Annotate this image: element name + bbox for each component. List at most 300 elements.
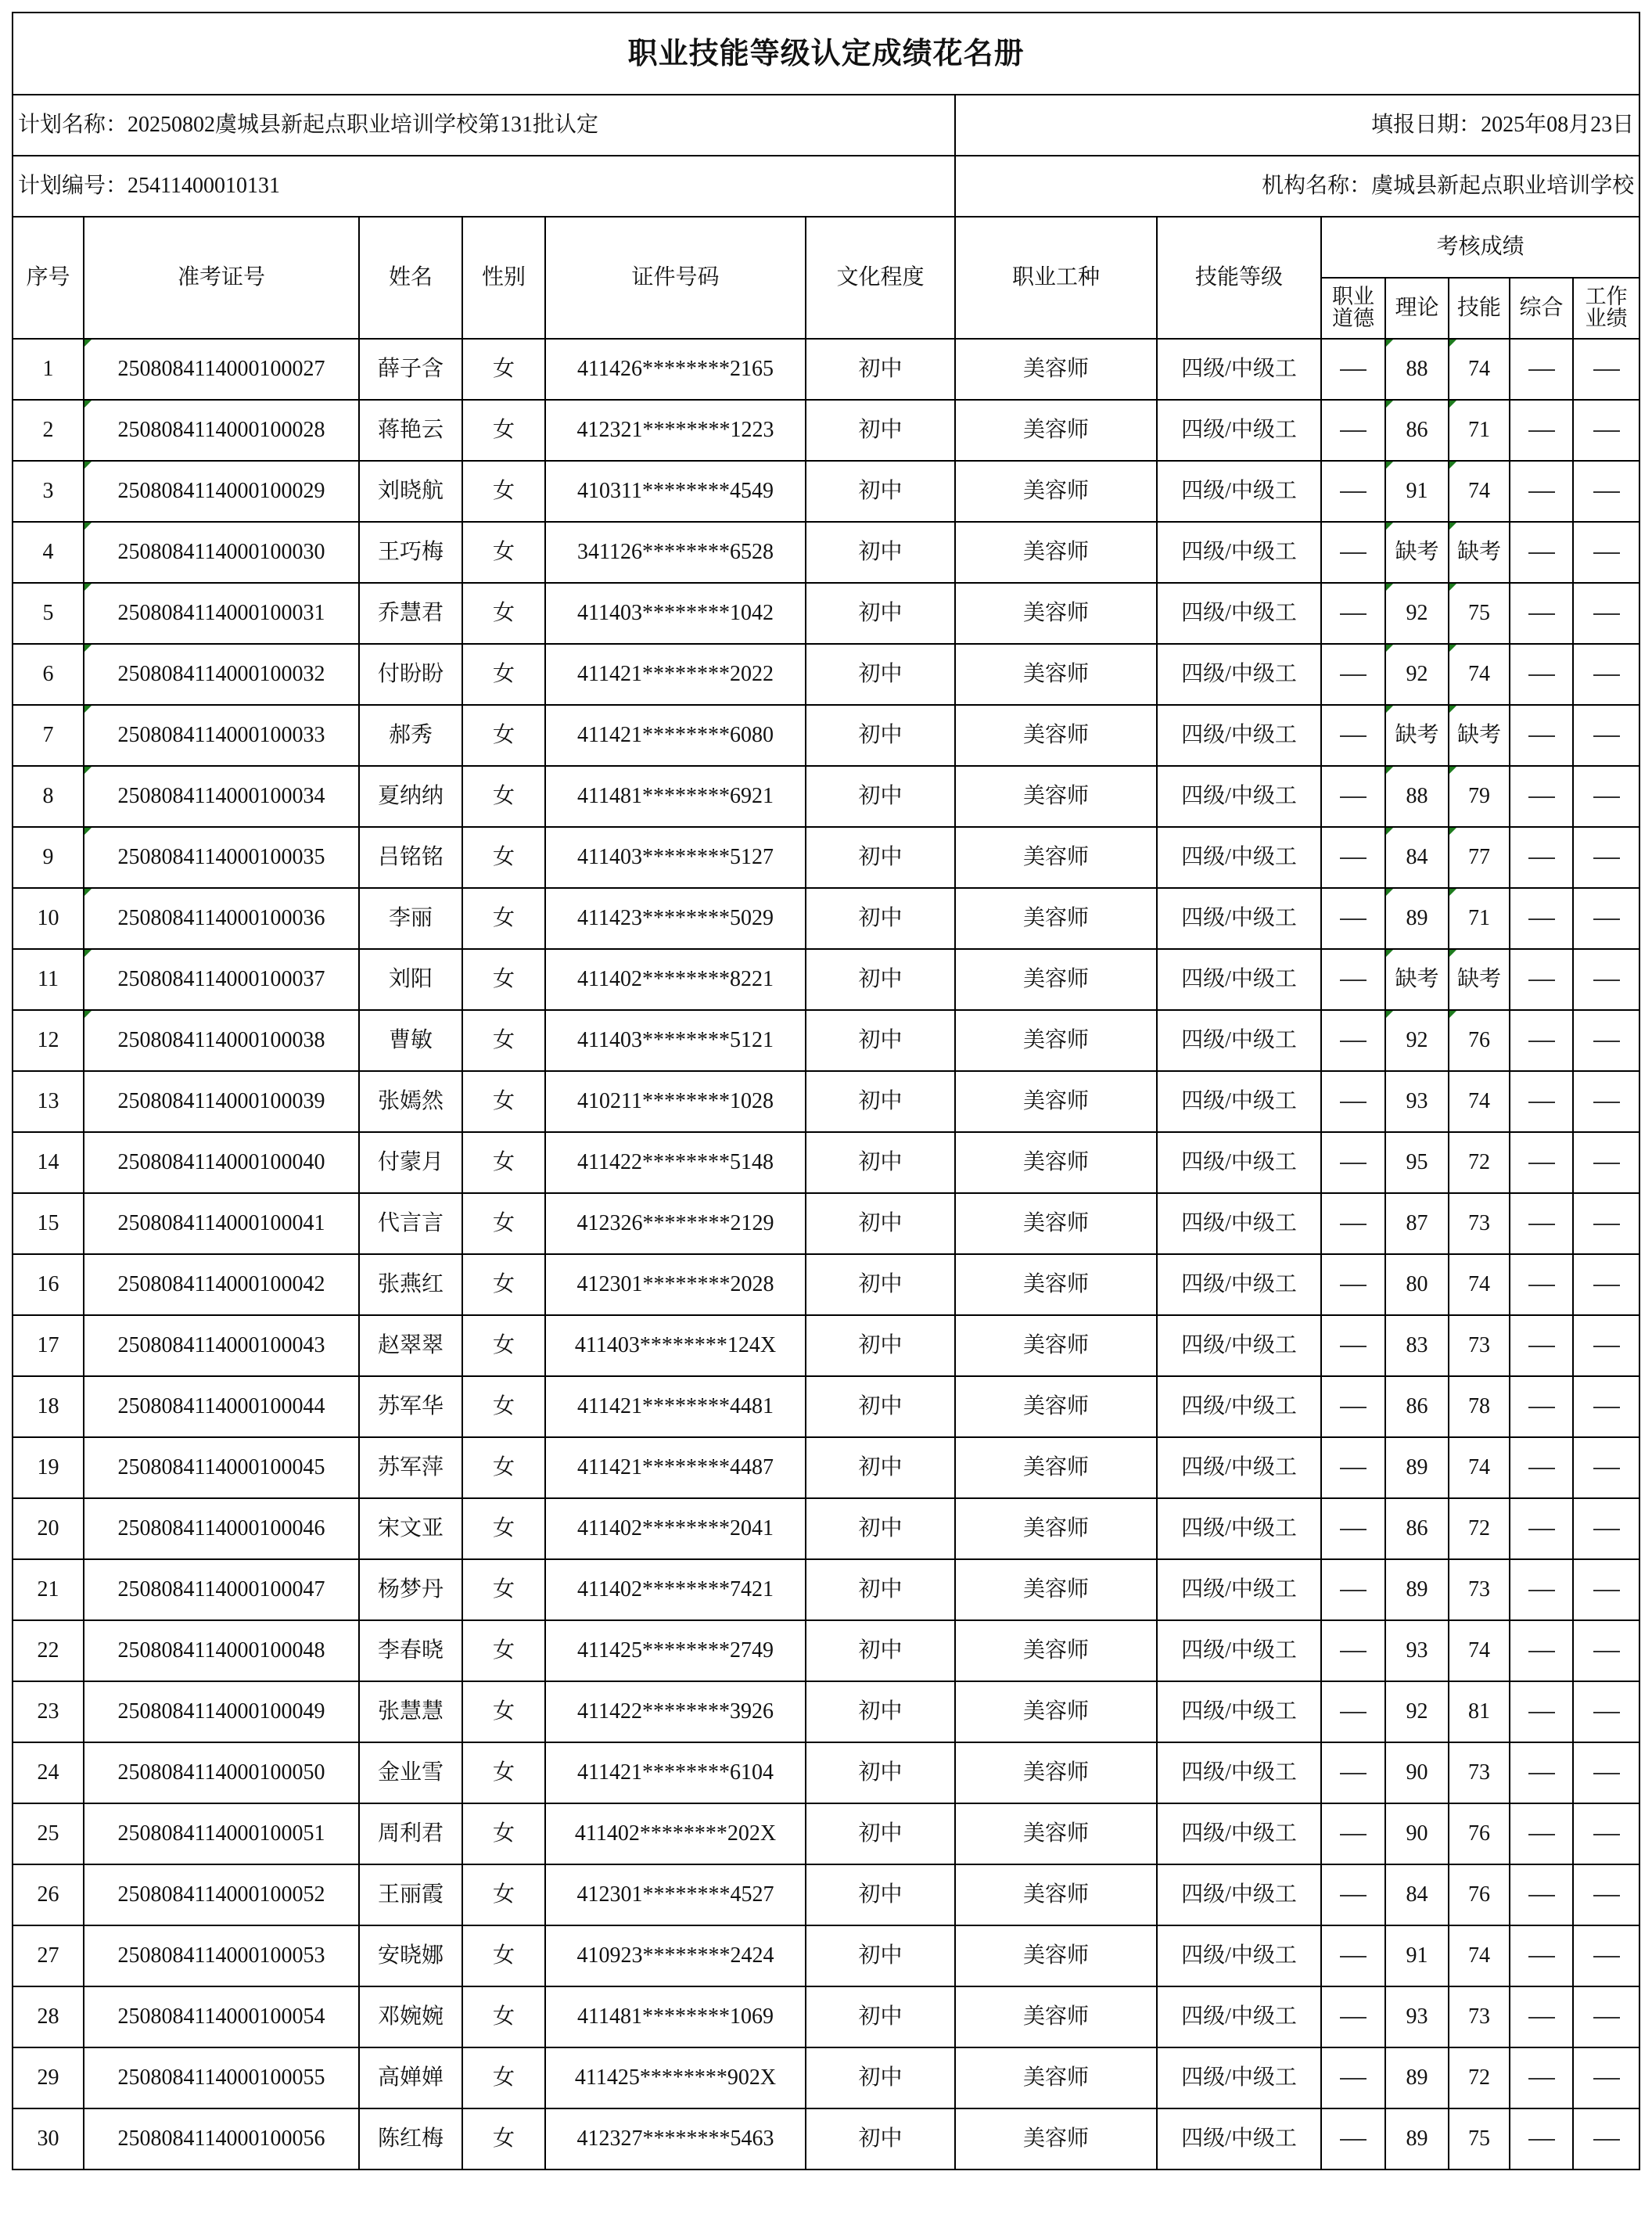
cell-gender: 女	[462, 1254, 545, 1315]
cell-education: 初中	[806, 1620, 955, 1681]
table-row	[13, 644, 1639, 705]
cell-education: 初中	[806, 1803, 955, 1864]
cell-education: 初中	[806, 522, 955, 583]
header-seq: 序号	[13, 217, 84, 339]
cell-name: 金业雪	[359, 1742, 462, 1803]
cell-overall	[1510, 1742, 1573, 1803]
dash-placeholder	[1528, 857, 1555, 859]
table-row	[13, 1498, 1639, 1559]
cell-seq: 11	[13, 949, 84, 1010]
cell-occupation: 美容师	[955, 1925, 1157, 1986]
cell-skill-level: 四级/中级工	[1157, 949, 1321, 1010]
cell-education: 初中	[806, 705, 955, 766]
cell-skill: 74	[1449, 1925, 1510, 1986]
dash-placeholder	[1340, 918, 1366, 920]
cell-name: 蒋艳云	[359, 400, 462, 461]
cell-work	[1573, 1864, 1639, 1925]
cell-skill-level: 四级/中级工	[1157, 1071, 1321, 1132]
cell-ethics	[1321, 461, 1385, 522]
cell-education: 初中	[806, 1498, 955, 1559]
cell-work	[1573, 1193, 1639, 1254]
cell-ticket-no: 2508084114000100042	[84, 1254, 359, 1315]
cell-work	[1573, 888, 1639, 949]
cell-name: 张嫣然	[359, 1071, 462, 1132]
cell-skill-level: 四级/中级工	[1157, 1620, 1321, 1681]
cell-gender: 女	[462, 1803, 545, 1864]
cell-id-no: 411402********2041	[545, 1498, 806, 1559]
cell-seq: 12	[13, 1010, 84, 1071]
dash-placeholder	[1340, 1102, 1366, 1103]
cell-theory: 83	[1385, 1315, 1449, 1376]
cell-occupation: 美容师	[955, 1742, 1157, 1803]
plan-number-cell	[13, 156, 955, 217]
cell-skill: 73	[1449, 1315, 1510, 1376]
cell-occupation: 美容师	[955, 583, 1157, 644]
cell-gender: 女	[462, 1010, 545, 1071]
dash-placeholder	[1528, 1285, 1555, 1286]
cell-gender: 女	[462, 461, 545, 522]
cell-occupation: 美容师	[955, 888, 1157, 949]
cell-seq: 7	[13, 705, 84, 766]
cell-overall	[1510, 1376, 1573, 1437]
cell-skill: 75	[1449, 2108, 1510, 2169]
cell-occupation: 美容师	[955, 949, 1157, 1010]
cell-overall	[1510, 1498, 1573, 1559]
cell-skill-level: 四级/中级工	[1157, 339, 1321, 400]
cell-occupation: 美容师	[955, 400, 1157, 461]
header-id-no: 证件号码	[545, 217, 806, 339]
dash-placeholder	[1593, 552, 1620, 554]
cell-ticket-no: 2508084114000100043	[84, 1315, 359, 1376]
table-row	[13, 766, 1639, 827]
cell-education: 初中	[806, 1315, 955, 1376]
cell-name: 宋文亚	[359, 1498, 462, 1559]
cell-skill-level: 四级/中级工	[1157, 2108, 1321, 2169]
cell-occupation: 美容师	[955, 1864, 1157, 1925]
cell-overall	[1510, 400, 1573, 461]
cell-skill: 74	[1449, 1254, 1510, 1315]
cell-theory: 92	[1385, 644, 1449, 705]
cell-ticket-no: 2508084114000100027	[84, 339, 359, 400]
cell-education: 初中	[806, 1559, 955, 1620]
cell-name: 邓婉婉	[359, 1986, 462, 2047]
cell-ticket-no: 2508084114000100041	[84, 1193, 359, 1254]
cell-gender: 女	[462, 1315, 545, 1376]
cell-name: 乔慧君	[359, 583, 462, 644]
cell-seq: 9	[13, 827, 84, 888]
cell-theory: 90	[1385, 1803, 1449, 1864]
dash-placeholder	[1340, 1529, 1366, 1530]
cell-seq: 6	[13, 644, 84, 705]
cell-skill: 75	[1449, 583, 1510, 644]
cell-name: 赵翠翠	[359, 1315, 462, 1376]
table-row	[13, 1010, 1639, 1071]
cell-work	[1573, 1681, 1639, 1742]
cell-theory: 87	[1385, 1193, 1449, 1254]
dash-placeholder	[1340, 1346, 1366, 1347]
cell-id-no: 412326********2129	[545, 1193, 806, 1254]
cell-name: 夏纳纳	[359, 766, 462, 827]
cell-gender: 女	[462, 1742, 545, 1803]
dash-placeholder	[1528, 2078, 1555, 2080]
cell-overall	[1510, 888, 1573, 949]
cell-name: 曹敏	[359, 1010, 462, 1071]
cell-skill: 76	[1449, 1864, 1510, 1925]
dash-placeholder	[1528, 1468, 1555, 1469]
dash-placeholder	[1528, 613, 1555, 615]
cell-ticket-no: 2508084114000100040	[84, 1132, 359, 1193]
table-row	[13, 1742, 1639, 1803]
cell-education: 初中	[806, 400, 955, 461]
cell-overall	[1510, 1559, 1573, 1620]
cell-theory: 88	[1385, 339, 1449, 400]
cell-seq: 27	[13, 1925, 84, 1986]
cell-seq: 10	[13, 888, 84, 949]
dash-placeholder	[1340, 1773, 1366, 1774]
cell-theory: 92	[1385, 1010, 1449, 1071]
dash-placeholder	[1340, 1712, 1366, 1713]
header-work: 工作业绩	[1573, 278, 1639, 339]
cell-overall	[1510, 1437, 1573, 1498]
cell-seq: 28	[13, 1986, 84, 2047]
cell-ethics	[1321, 1254, 1385, 1315]
dash-placeholder	[1340, 1407, 1366, 1408]
cell-ticket-no: 2508084114000100053	[84, 1925, 359, 1986]
cell-id-no: 411423********5029	[545, 888, 806, 949]
dash-placeholder	[1593, 980, 1620, 981]
cell-gender: 女	[462, 2047, 545, 2108]
cell-work	[1573, 1498, 1639, 1559]
cell-ticket-no: 2508084114000100054	[84, 1986, 359, 2047]
dash-placeholder	[1528, 918, 1555, 920]
cell-seq: 23	[13, 1681, 84, 1742]
cell-seq: 30	[13, 2108, 84, 2169]
cell-ticket-no: 2508084114000100047	[84, 1559, 359, 1620]
cell-seq: 13	[13, 1071, 84, 1132]
cell-work	[1573, 2047, 1639, 2108]
cell-ticket-no: 2508084114000100045	[84, 1437, 359, 1498]
table-row	[13, 1681, 1639, 1742]
cell-skill-level: 四级/中级工	[1157, 888, 1321, 949]
cell-id-no: 411402********8221	[545, 949, 806, 1010]
cell-theory: 90	[1385, 1742, 1449, 1803]
dash-placeholder	[1593, 1224, 1620, 1225]
table-row	[13, 1132, 1639, 1193]
cell-occupation: 美容师	[955, 2108, 1157, 2169]
cell-education: 初中	[806, 1986, 955, 2047]
dash-placeholder	[1593, 796, 1620, 798]
plan-number-value: 25411400010131	[127, 173, 280, 198]
dash-placeholder	[1593, 735, 1620, 737]
cell-occupation: 美容师	[955, 644, 1157, 705]
cell-gender: 女	[462, 1376, 545, 1437]
cell-theory: 95	[1385, 1132, 1449, 1193]
cell-overall	[1510, 827, 1573, 888]
cell-occupation: 美容师	[955, 1010, 1157, 1071]
cell-education: 初中	[806, 827, 955, 888]
cell-id-no: 411422********5148	[545, 1132, 806, 1193]
dash-placeholder	[1593, 918, 1620, 920]
cell-id-no: 341126********6528	[545, 522, 806, 583]
dash-placeholder	[1528, 491, 1555, 493]
cell-occupation: 美容师	[955, 1071, 1157, 1132]
cell-skill: 78	[1449, 1376, 1510, 1437]
dash-placeholder	[1593, 1163, 1620, 1164]
cell-work	[1573, 1010, 1639, 1071]
dash-placeholder	[1340, 1285, 1366, 1286]
cell-seq: 14	[13, 1132, 84, 1193]
cell-occupation: 美容师	[955, 1437, 1157, 1498]
cell-id-no: 411421********2022	[545, 644, 806, 705]
table-row	[13, 888, 1639, 949]
table-row	[13, 827, 1639, 888]
cell-skill-level: 四级/中级工	[1157, 1864, 1321, 1925]
cell-overall	[1510, 644, 1573, 705]
dash-placeholder	[1340, 796, 1366, 798]
cell-theory: 86	[1385, 1498, 1449, 1559]
cell-skill-level: 四级/中级工	[1157, 1559, 1321, 1620]
cell-id-no: 410311********4549	[545, 461, 806, 522]
cell-ethics	[1321, 339, 1385, 400]
cell-education: 初中	[806, 1437, 955, 1498]
cell-occupation: 美容师	[955, 1376, 1157, 1437]
dash-placeholder	[1340, 1651, 1366, 1652]
dash-placeholder	[1593, 2017, 1620, 2019]
header-ethics: 职业道德	[1321, 278, 1385, 339]
cell-skill-level: 四级/中级工	[1157, 1376, 1321, 1437]
table-row	[13, 1193, 1639, 1254]
cell-ethics	[1321, 1986, 1385, 2047]
cell-skill: 74	[1449, 461, 1510, 522]
cell-seq: 19	[13, 1437, 84, 1498]
dash-placeholder	[1593, 1346, 1620, 1347]
cell-ticket-no: 2508084114000100031	[84, 583, 359, 644]
cell-ethics	[1321, 1010, 1385, 1071]
page-title: 职业技能等级认定成绩花名册	[13, 13, 1639, 95]
header-skill: 技能	[1449, 278, 1510, 339]
cell-ethics	[1321, 2047, 1385, 2108]
cell-ethics	[1321, 1498, 1385, 1559]
cell-name: 代言言	[359, 1193, 462, 1254]
table-row	[13, 1254, 1639, 1315]
header-education: 文化程度	[806, 217, 955, 339]
cell-ticket-no: 2508084114000100055	[84, 2047, 359, 2108]
cell-skill-level: 四级/中级工	[1157, 1132, 1321, 1193]
cell-theory: 84	[1385, 827, 1449, 888]
dash-placeholder	[1340, 613, 1366, 615]
dash-placeholder	[1593, 430, 1620, 432]
cell-work	[1573, 1437, 1639, 1498]
dash-placeholder	[1593, 2139, 1620, 2141]
dash-placeholder	[1340, 1224, 1366, 1225]
cell-skill: 72	[1449, 1498, 1510, 1559]
cell-overall	[1510, 583, 1573, 644]
cell-education: 初中	[806, 1254, 955, 1315]
header-overall: 综合	[1510, 278, 1573, 339]
cell-ethics	[1321, 1315, 1385, 1376]
dash-placeholder	[1528, 1346, 1555, 1347]
cell-work	[1573, 1315, 1639, 1376]
table-row	[13, 1620, 1639, 1681]
dash-placeholder	[1593, 613, 1620, 615]
cell-id-no: 411402********7421	[545, 1559, 806, 1620]
dash-placeholder	[1593, 1773, 1620, 1774]
cell-skill-level: 四级/中级工	[1157, 400, 1321, 461]
dash-placeholder	[1593, 1285, 1620, 1286]
cell-theory: 86	[1385, 400, 1449, 461]
plan-name-label: 计划名称：	[18, 112, 128, 137]
cell-id-no: 411421********6104	[545, 1742, 806, 1803]
cell-theory: 80	[1385, 1254, 1449, 1315]
table-row	[13, 705, 1639, 766]
dash-placeholder	[1340, 1956, 1366, 1957]
header-occupation: 职业工种	[955, 217, 1157, 339]
cell-occupation: 美容师	[955, 1132, 1157, 1193]
cell-overall	[1510, 949, 1573, 1010]
cell-seq: 29	[13, 2047, 84, 2108]
cell-occupation: 美容师	[955, 1681, 1157, 1742]
cell-id-no: 411481********6921	[545, 766, 806, 827]
cell-overall	[1510, 705, 1573, 766]
header-name: 姓名	[359, 217, 462, 339]
cell-overall	[1510, 1010, 1573, 1071]
cell-ticket-no: 2508084114000100052	[84, 1864, 359, 1925]
cell-occupation: 美容师	[955, 1315, 1157, 1376]
cell-overall	[1510, 766, 1573, 827]
cell-id-no: 411403********1042	[545, 583, 806, 644]
fill-date-value: 2025年08月23日	[1481, 112, 1635, 137]
table-row	[13, 400, 1639, 461]
cell-skill-level: 四级/中级工	[1157, 1498, 1321, 1559]
dash-placeholder	[1528, 1956, 1555, 1957]
dash-placeholder	[1528, 1834, 1555, 1835]
cell-education: 初中	[806, 1864, 955, 1925]
table-row	[13, 522, 1639, 583]
cell-ticket-no: 2508084114000100048	[84, 1620, 359, 1681]
cell-name: 吕铭铭	[359, 827, 462, 888]
dash-placeholder	[1340, 1590, 1366, 1591]
cell-id-no: 411403********5127	[545, 827, 806, 888]
cell-education: 初中	[806, 1681, 955, 1742]
dash-placeholder	[1340, 1834, 1366, 1835]
roster-table	[12, 12, 1640, 2170]
cell-overall	[1510, 1254, 1573, 1315]
cell-gender: 女	[462, 1132, 545, 1193]
cell-gender: 女	[462, 1620, 545, 1681]
cell-skill-level: 四级/中级工	[1157, 1803, 1321, 1864]
cell-ticket-no: 2508084114000100046	[84, 1498, 359, 1559]
cell-education: 初中	[806, 1742, 955, 1803]
cell-name: 付蒙月	[359, 1132, 462, 1193]
cell-gender: 女	[462, 1437, 545, 1498]
cell-work	[1573, 583, 1639, 644]
cell-skill: 74	[1449, 339, 1510, 400]
cell-work	[1573, 1986, 1639, 2047]
cell-overall	[1510, 2047, 1573, 2108]
table-row	[13, 1437, 1639, 1498]
cell-seq: 16	[13, 1254, 84, 1315]
cell-occupation: 美容师	[955, 1193, 1157, 1254]
cell-ethics	[1321, 1803, 1385, 1864]
cell-work	[1573, 2108, 1639, 2169]
org-name-value: 虞城县新起点职业培训学校	[1371, 173, 1635, 198]
cell-ticket-no: 2508084114000100038	[84, 1010, 359, 1071]
cell-seq: 1	[13, 339, 84, 400]
dash-placeholder	[1528, 1407, 1555, 1408]
cell-ethics	[1321, 522, 1385, 583]
cell-gender: 女	[462, 339, 545, 400]
cell-occupation: 美容师	[955, 461, 1157, 522]
cell-skill-level: 四级/中级工	[1157, 1193, 1321, 1254]
cell-ticket-no: 2508084114000100050	[84, 1742, 359, 1803]
cell-name: 薛子含	[359, 339, 462, 400]
cell-education: 初中	[806, 1193, 955, 1254]
cell-id-no: 411426********2165	[545, 339, 806, 400]
cell-skill: 72	[1449, 1132, 1510, 1193]
cell-work	[1573, 1925, 1639, 1986]
cell-ethics	[1321, 1681, 1385, 1742]
dash-placeholder	[1340, 1041, 1366, 1042]
cell-skill-level: 四级/中级工	[1157, 461, 1321, 522]
cell-occupation: 美容师	[955, 1254, 1157, 1315]
cell-overall	[1510, 522, 1573, 583]
cell-occupation: 美容师	[955, 1803, 1157, 1864]
cell-occupation: 美容师	[955, 1620, 1157, 1681]
cell-name: 李春晓	[359, 1620, 462, 1681]
cell-work	[1573, 1071, 1639, 1132]
cell-ticket-no: 2508084114000100037	[84, 949, 359, 1010]
cell-ethics	[1321, 1376, 1385, 1437]
cell-id-no: 411422********3926	[545, 1681, 806, 1742]
cell-skill: 73	[1449, 1193, 1510, 1254]
dash-placeholder	[1528, 1529, 1555, 1530]
cell-skill: 缺考	[1449, 522, 1510, 583]
cell-name: 刘晓航	[359, 461, 462, 522]
cell-skill: 缺考	[1449, 705, 1510, 766]
cell-skill: 73	[1449, 1742, 1510, 1803]
header-theory: 理论	[1385, 278, 1449, 339]
dash-placeholder	[1528, 735, 1555, 737]
dash-placeholder	[1528, 1163, 1555, 1164]
plan-number-label: 计划编号：	[18, 173, 128, 198]
cell-work	[1573, 1376, 1639, 1437]
cell-skill: 76	[1449, 1803, 1510, 1864]
cell-id-no: 411403********124X	[545, 1315, 806, 1376]
dash-placeholder	[1593, 674, 1620, 676]
cell-overall	[1510, 461, 1573, 522]
cell-skill-level: 四级/中级工	[1157, 1254, 1321, 1315]
cell-skill-level: 四级/中级工	[1157, 583, 1321, 644]
cell-ethics	[1321, 705, 1385, 766]
dash-placeholder	[1340, 674, 1366, 676]
dash-placeholder	[1528, 1712, 1555, 1713]
cell-work	[1573, 339, 1639, 400]
cell-ticket-no: 2508084114000100044	[84, 1376, 359, 1437]
dash-placeholder	[1528, 1041, 1555, 1042]
dash-placeholder	[1593, 1651, 1620, 1652]
cell-gender: 女	[462, 949, 545, 1010]
table-row	[13, 1071, 1639, 1132]
cell-skill-level: 四级/中级工	[1157, 766, 1321, 827]
cell-occupation: 美容师	[955, 1986, 1157, 2047]
cell-work	[1573, 1132, 1639, 1193]
dash-placeholder	[1340, 857, 1366, 859]
fill-date-cell	[955, 95, 1639, 156]
dash-placeholder	[1340, 369, 1366, 371]
cell-ethics	[1321, 1742, 1385, 1803]
cell-work	[1573, 705, 1639, 766]
dash-placeholder	[1593, 1041, 1620, 1042]
